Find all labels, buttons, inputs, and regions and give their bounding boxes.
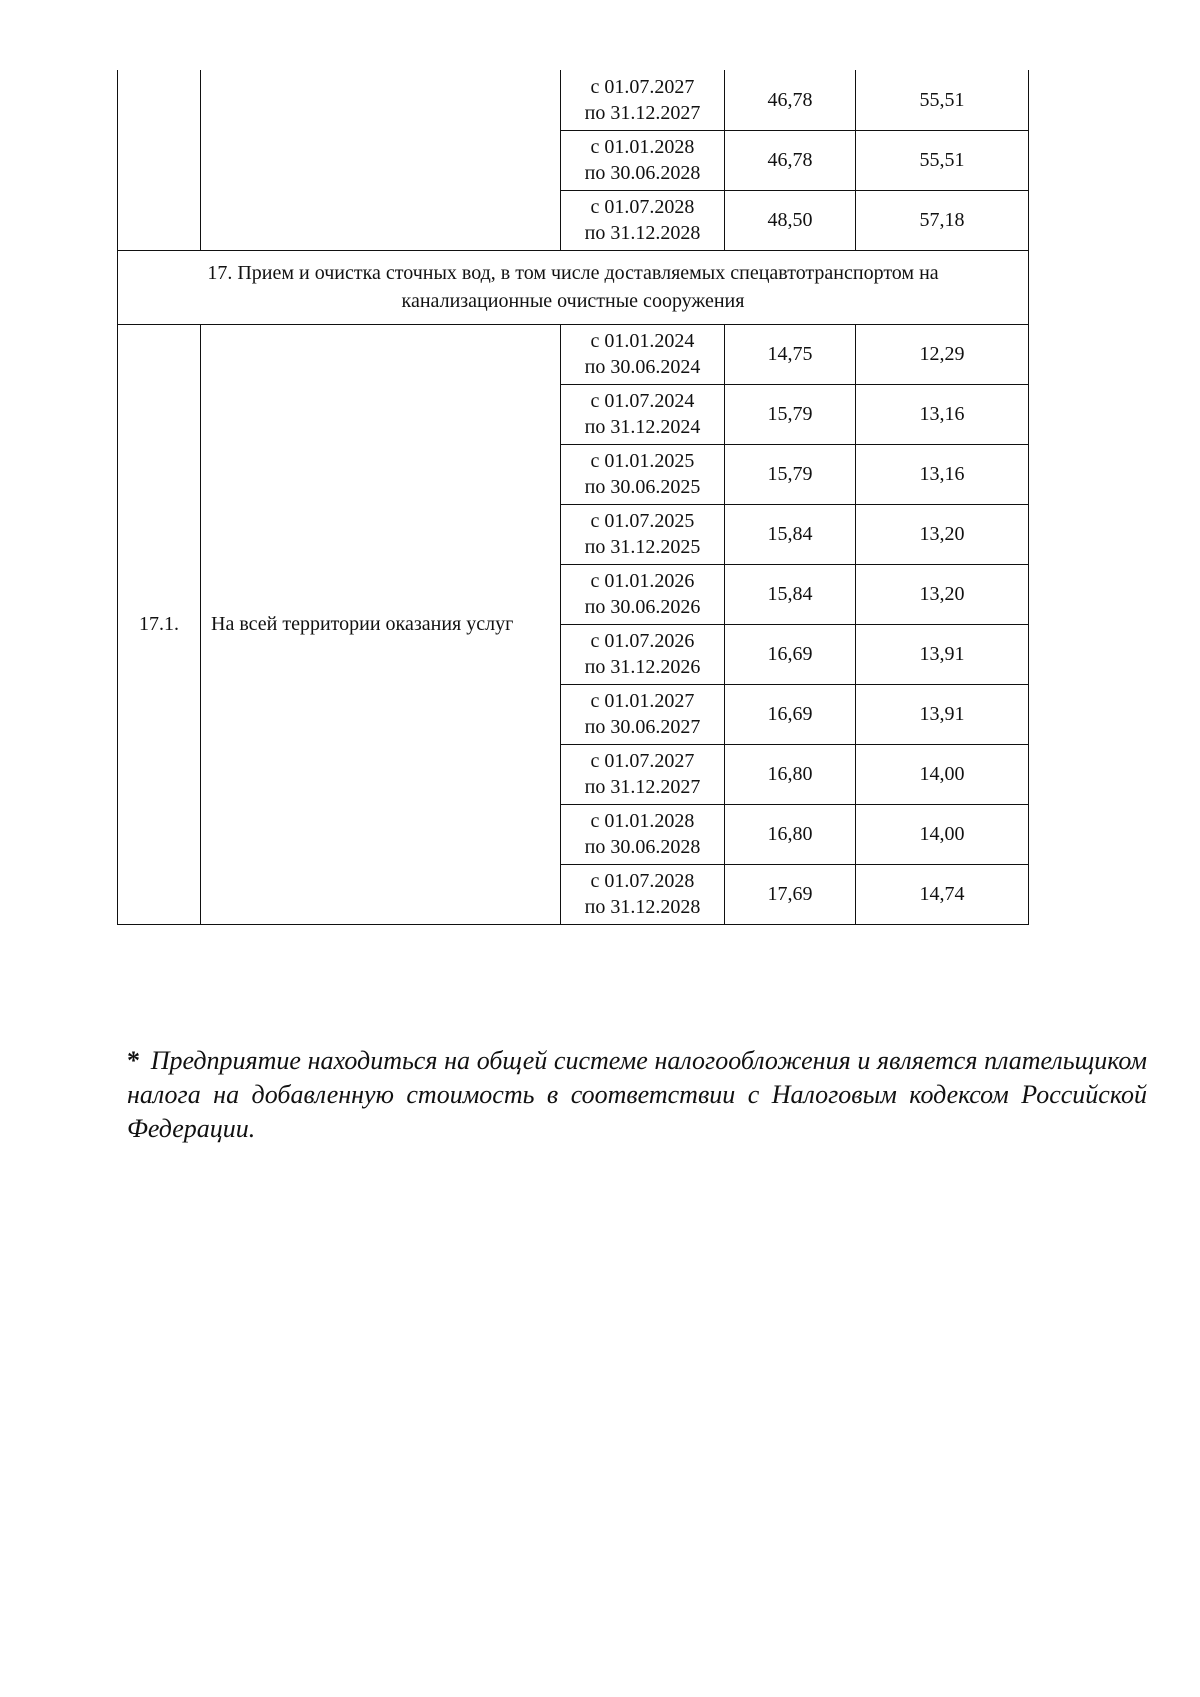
item-number: 17.1. bbox=[118, 324, 201, 924]
period-to: по 31.12.2028 bbox=[584, 222, 701, 244]
period-cell bbox=[561, 384, 725, 444]
period-to: по 31.12.2027 bbox=[584, 776, 701, 798]
continuation-rows bbox=[118, 70, 1029, 324]
period-cell bbox=[561, 444, 725, 504]
footnote bbox=[127, 1044, 1147, 1146]
period-cell bbox=[561, 804, 725, 864]
value-2-cell: 57,18 bbox=[856, 190, 1029, 250]
period-cell bbox=[561, 70, 725, 130]
value-2-cell: 13,16 bbox=[856, 384, 1029, 444]
value-1-cell: 15,84 bbox=[725, 564, 856, 624]
footnote-text: Предприятие находиться на общей системе налогообложения и является плательщиком налога на добавленную стоимость в соответствии с Налоговым кодексом Российской Федерации. bbox=[127, 1046, 1147, 1143]
value-2-cell: 14,00 bbox=[856, 804, 1029, 864]
period-from: с 01.07.2027 bbox=[590, 750, 695, 772]
period-cell bbox=[561, 624, 725, 684]
period-to: по 30.06.2027 bbox=[584, 716, 701, 738]
value-2-cell: 13,16 bbox=[856, 444, 1029, 504]
period-to: по 31.12.2027 bbox=[584, 101, 701, 124]
value-1-cell: 15,84 bbox=[725, 504, 856, 564]
value-1-cell: 17,69 bbox=[725, 864, 856, 924]
period-from: с 01.07.2024 bbox=[590, 390, 695, 412]
table-row bbox=[118, 324, 1029, 384]
section-rows bbox=[118, 324, 1029, 924]
value-1-cell: 46,78 bbox=[725, 70, 856, 130]
value-1-cell: 16,69 bbox=[725, 624, 856, 684]
value-1-cell: 14,75 bbox=[725, 324, 856, 384]
value-2-cell: 13,20 bbox=[856, 504, 1029, 564]
period-cell bbox=[561, 190, 725, 250]
period-cell bbox=[561, 564, 725, 624]
section-header-row bbox=[118, 250, 1029, 324]
value-1-cell: 16,69 bbox=[725, 684, 856, 744]
section-title: 17. Прием и очистка сточных вод, в том числе доставляемых спецавтотранспортом на канализационные очистные сооружения bbox=[118, 250, 1029, 324]
period-to: по 31.12.2024 bbox=[584, 416, 701, 438]
value-2-cell: 13,91 bbox=[856, 684, 1029, 744]
value-1-cell: 15,79 bbox=[725, 384, 856, 444]
table-row bbox=[118, 70, 1029, 130]
value-1-cell: 16,80 bbox=[725, 744, 856, 804]
period-cell bbox=[561, 864, 725, 924]
value-2-cell: 14,00 bbox=[856, 744, 1029, 804]
period-cell bbox=[561, 744, 725, 804]
value-2-cell: 13,20 bbox=[856, 564, 1029, 624]
value-2-cell: 12,29 bbox=[856, 324, 1029, 384]
item-name: На всей территории оказания услуг bbox=[201, 324, 561, 924]
period-cell bbox=[561, 130, 725, 190]
value-1-cell: 48,50 bbox=[725, 190, 856, 250]
period-from: с 01.01.2028 bbox=[590, 136, 695, 158]
continuation-number-cell bbox=[118, 70, 201, 250]
period-to: по 31.12.2028 bbox=[584, 896, 701, 918]
period-to: по 30.06.2025 bbox=[584, 476, 701, 498]
period-from: с 01.01.2027 bbox=[590, 690, 695, 712]
period-to: по 30.06.2026 bbox=[584, 596, 701, 618]
period-from: с 01.07.2027 bbox=[590, 75, 695, 98]
value-2-cell: 13,91 bbox=[856, 624, 1029, 684]
period-from: с 01.01.2025 bbox=[590, 450, 695, 472]
period-from: с 01.07.2025 bbox=[590, 510, 695, 532]
value-2-cell: 14,74 bbox=[856, 864, 1029, 924]
period-from: с 01.07.2028 bbox=[590, 196, 695, 218]
period-cell bbox=[561, 504, 725, 564]
value-1-cell: 46,78 bbox=[725, 130, 856, 190]
period-from: с 01.07.2028 bbox=[590, 870, 695, 892]
period-from: с 01.01.2024 bbox=[590, 330, 695, 352]
period-from: с 01.01.2028 bbox=[590, 810, 695, 832]
period-to: по 30.06.2028 bbox=[584, 836, 701, 858]
footnote-marker: * bbox=[127, 1046, 140, 1075]
value-2-cell: 55,51 bbox=[856, 70, 1029, 130]
period-to: по 31.12.2025 bbox=[584, 536, 701, 558]
period-from: с 01.01.2026 bbox=[590, 570, 695, 592]
period-to: по 30.06.2024 bbox=[584, 356, 701, 378]
value-2-cell: 55,51 bbox=[856, 130, 1029, 190]
value-1-cell: 16,80 bbox=[725, 804, 856, 864]
value-1-cell: 15,79 bbox=[725, 444, 856, 504]
period-cell bbox=[561, 684, 725, 744]
continuation-name-cell bbox=[201, 70, 561, 250]
period-to: по 30.06.2028 bbox=[584, 162, 701, 184]
period-cell bbox=[561, 324, 725, 384]
period-from: с 01.07.2026 bbox=[590, 630, 695, 652]
period-to: по 31.12.2026 bbox=[584, 656, 701, 678]
tariff-table bbox=[117, 70, 1029, 925]
